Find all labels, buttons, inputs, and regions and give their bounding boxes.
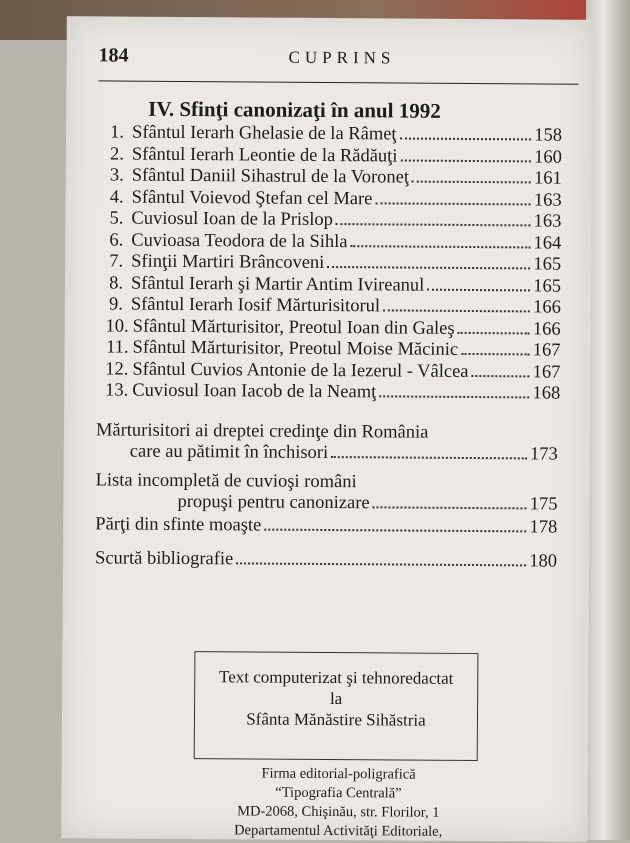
toc-item-page: 165 [533,275,562,297]
dot-leader [373,506,527,509]
entry-page: 178 [529,517,558,538]
dot-leader [458,331,530,334]
toc-item-page: 160 [534,146,562,168]
entry-row [177,491,557,515]
dot-leader [350,245,530,248]
toc-item-page: 161 [533,168,562,189]
section-title: IV. Sfinţi canonizaţi în anul 1992 [148,96,441,123]
credit-line: Text computerizat şi tehnoredactat [219,667,454,688]
toc-item-title: Sfântul Daniil Sihastrul de la Voroneţ [131,165,410,188]
toc-entry [95,548,557,573]
credit-box [194,651,479,761]
toc-item-number: 10. [105,315,129,337]
toc-item-page: 163 [533,211,562,232]
entry-page: 175 [529,493,558,515]
toc-entry [95,514,557,539]
dot-leader [400,137,532,140]
toc-item-title: Sfinţii Martiri Brâncoveni [131,251,325,273]
entry-page: 180 [529,550,558,572]
dot-leader [379,395,529,398]
toc-item-page: 166 [532,318,561,340]
credit-line: Sfânta Mănăstire Sihăstria [246,709,426,730]
publisher-imprint [193,764,484,842]
entry-row [130,442,558,466]
page-number: 184 [98,44,129,67]
toc-item-page: 167 [532,340,561,361]
toc-item [98,380,560,405]
page-header [98,40,578,84]
entry-title: Scurtă bibliografie [95,547,234,569]
toc-item-title: Sfântul Mărturisitor, Preotul Moise Măcinic [132,337,459,360]
toc-item-number: 7. [109,251,124,272]
credit-line: la [329,689,343,709]
toc-item-title: Cuviosul Ioan Iacob de la Neamţ [132,380,377,403]
imprint-line: “Tipografia Centrală” [275,784,402,802]
toc-item-title: Sfântul Ierarh Ghelasie de la Râmeţ [131,122,397,145]
background-right-pages [586,0,630,840]
entry-title: Părţi din sfinte moaşte [95,514,262,536]
toc-item-title: Sfântul Ierarh Iosif Mărturisitorul [130,294,381,317]
toc-item-page: 158 [534,125,563,146]
entry-title-line1: Mărturisitori ai dreptei credinţe din România [95,420,429,443]
dot-leader [461,353,530,355]
dot-leader [400,159,531,162]
toc-item-title: Sfântul Voievod Ştefan cel Mare [131,187,373,209]
toc-item-page: 165 [533,254,562,275]
toc-item-number: 1. [110,122,125,143]
book-page [61,16,593,842]
dot-leader [427,288,530,291]
dot-leader [336,223,531,226]
appendix-entries [95,419,558,572]
toc-item-number: 8. [109,272,124,294]
imprint-line: Departamentul Activităţi Editoriale, [234,822,443,840]
toc-list [98,122,562,405]
toc-item-title: Sfântul Mărturisitor, Preotul Ioan din Galeş [132,316,455,339]
toc-item-page: 166 [533,297,561,318]
toc-item-page: 167 [532,361,561,383]
dot-leader [327,266,530,269]
toc-entry [95,469,557,516]
toc-item-page: 163 [533,189,562,211]
toc-item-number: 13. [105,380,129,401]
entry-title-line2: care au pătimit în închisori [129,441,329,464]
toc-item-number: 12. [105,358,129,380]
dot-leader [375,202,530,205]
entry-title-line2: propuşi pentru canonizare [177,491,370,513]
toc-item-page: 168 [532,383,561,404]
dot-leader [383,309,530,312]
dot-leader [472,375,530,377]
entry-page: 173 [530,444,558,465]
running-head: CUPRINS [288,47,396,68]
toc-item-number: 2. [109,143,124,165]
entry-title-line1: Lista incompletă de cuvioşi români [95,469,357,492]
toc-item-number: 11. [106,337,129,358]
dot-leader [264,529,526,533]
toc-entry [96,419,558,466]
toc-item-number: 5. [109,208,124,229]
toc-item-page: 164 [533,232,562,254]
toc-item-title: Sfântul Ierarh şi Martir Antim Ivireanul [130,273,425,296]
toc-item-title: Sfântul Ierarh Leontie de la Rădăuţi [131,144,398,166]
toc-item-title: Sfântul Cuvios Antonie de la Iezerul - Vâlcea [132,359,469,382]
toc-item-title: Cuvioasa Teodora de la Sihla [131,230,348,252]
toc-item-number: 6. [109,229,124,251]
imprint-line: Firma editorial-poligrafică [261,765,416,783]
dot-leader [331,456,527,459]
dot-leader [412,181,531,184]
imprint-line: MD-2068, Chişinău, str. Florilor, 1 [237,803,440,821]
toc-item-title: Cuviosul Ioan de la Prislop [131,208,333,231]
toc-item-number: 9. [108,294,123,315]
toc-item-number: 4. [109,186,124,208]
toc-item-number: 3. [109,165,124,186]
dot-leader [236,562,526,566]
